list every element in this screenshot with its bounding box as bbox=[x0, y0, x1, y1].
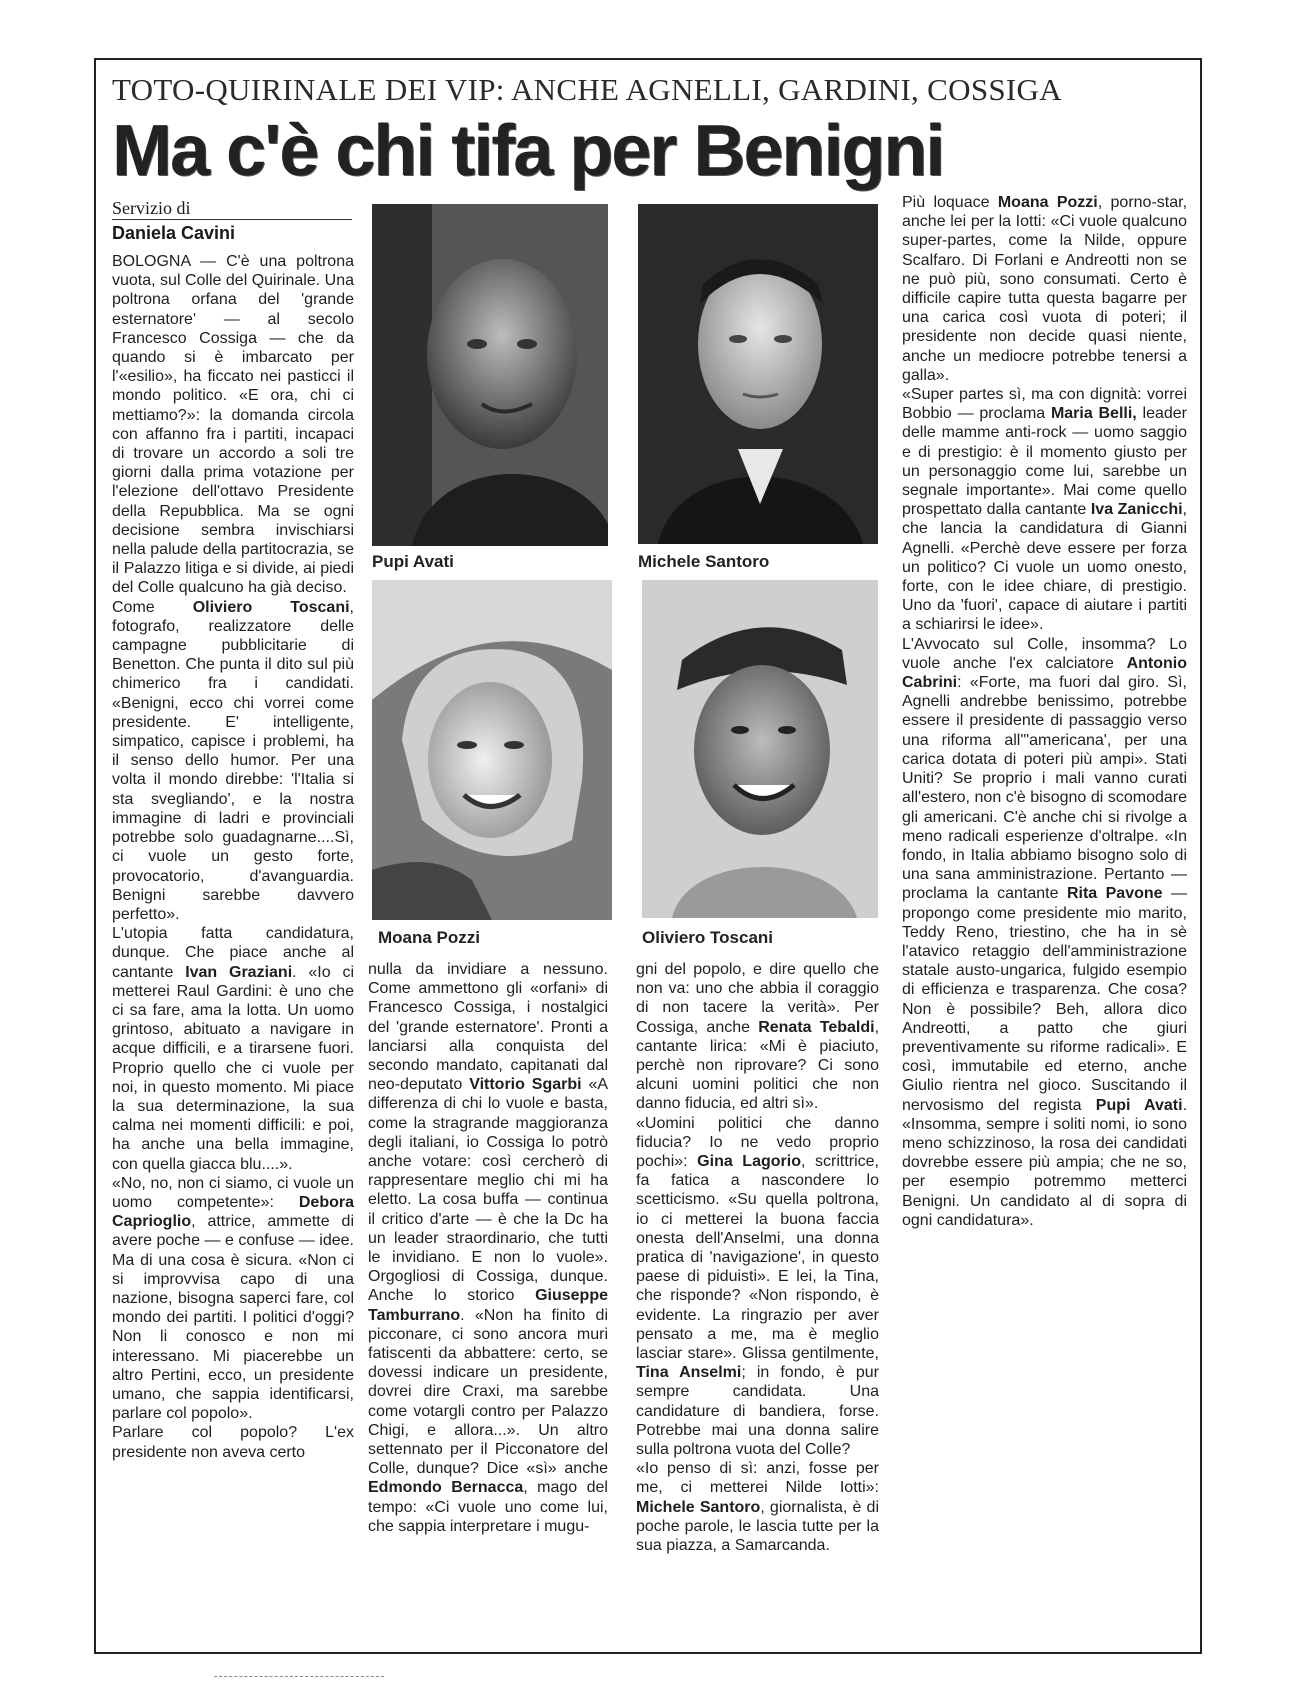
portrait-illustration bbox=[638, 204, 878, 544]
person-name: Giuseppe Tamburrano bbox=[368, 1287, 608, 1324]
article-headline: Ma c'è chi tifa per Benigni bbox=[112, 111, 944, 191]
paragraph: gni del popolo, e dire quello che non va: uno che abbia il coraggio di non tacere la verità». Per Cossiga, anche Renata Tebaldi, cantante lirica: «Mi è piaciuto, perchè non riprovare? Ci sono alcuni uomini politici che non danno fiducia, ed altri sì». bbox=[636, 961, 880, 1113]
person-name: Maria Belli, bbox=[1050, 405, 1137, 423]
paragraph: Come Oliviero Toscani, fotografo, realizzatore delle campagne pubblicitarie di Benetton. Che punta il dito sul più chimerico fra i candidati. «Benigni, ecco chi vorrei come presidente. E' intelligente, simpatico, capisce i problemi, ha il senso dello humor. Per una volta il mondo direbbe: 'l'Italia si sta svegliando', e la nostra immagine di ladri e provinciali potrebbe solo guadagnarne....Sì, ci vuole un gesto forte, provocatorio, d'avanguardia. Benigni sarebbe davvero perfetto». bbox=[112, 598, 354, 923]
person-name: Oliviero Toscani bbox=[192, 598, 350, 616]
photo-moana-pozzi bbox=[372, 580, 612, 920]
paragraph: «Super partes sì, ma con dignità: vorrei Bobbio — proclama Maria Belli, leader delle mamme anti-rock — uomo saggio e di prestigio: è il momento giusto per un personaggio come lui, sarebbe un segnale importante». Mai come quello prospettato dalla cantante Iva Zanicchi, che lancia la candidatura di Gianni Agnelli. «Perchè deve essere per forza un politico? Ci vuole un uomo onesto, forte, con le idee chiare, di prestigio. Uno da 'fuori', capace di aiutare i partiti a schiarirsi le idee». bbox=[902, 386, 1187, 634]
paragraph: L'utopia fatta candidatura, dunque. Che piace anche al cantante Ivan Graziani. «Io ci metterei Raul Gardini: è uno che ci sa fare, ama la lotta. Un uomo grintoso, abituato a navigare in acque difficili, e a tirarsene fuori. Proprio quello che ci vuole per noi, in questo momento. Mi piace la sua determinazione, la sua calma nei momenti difficili: e poi, ha anche una bella immagine, con quella giacca blu....». bbox=[112, 925, 354, 1173]
person-name: Michele Santoro bbox=[636, 1498, 761, 1516]
article-column-3 bbox=[636, 960, 879, 1555]
paragraph: BOLOGNA — C'è una poltrona vuota, sul Colle del Quirinale. Una poltrona orfana del 'grande esternatore' — al secolo Francesco Cossiga — che da quando si è imbarcato per l'«esilio», ha ficcato nei pasticci il mondo politico. «E ora, chi ci mettiamo?»: la domanda circola con affanno fra i partiti, incapaci di trovare un accordo a soli tre giorni dalla prima votazione per l'elezione dell'ottavo Presidente della Repubblica. Ma se ogni decisione sembra invischiarsi nella palude della partitocrazia, se il Palazzo litiga e si divide, ai piedi del Colle qualcuno ha già deciso. bbox=[112, 253, 354, 597]
person-name: Ivan Graziani bbox=[185, 963, 293, 981]
person-name: Iva Zanicchi bbox=[1090, 501, 1183, 519]
paragraph: Parlare col popolo? L'ex presidente non aveva certo bbox=[112, 1424, 354, 1461]
person-name: Pupi Avati bbox=[1095, 1096, 1183, 1114]
caption-oliviero-toscani: Oliviero Toscani bbox=[642, 928, 774, 947]
photo-pupi-avati bbox=[372, 204, 608, 546]
paragraph: «Uomini politici che danno fiducia? Io ne vedo proprio pochi»: Gina Lagorio, scrittrice, fa fatica a nascondere lo scetticismo. «Su quella poltrona, io ci metterei la buona faccia onesta dell'Anselmi, una donna pratica di 'navigazione', in questo paese di piduisti». E lei, la Tina, che risponde? «Non rispondo, è evidente. La ringrazio per aver pensato a me, ma è meglio lasciar stare». Glissa gentilmente, Tina Anselmi; in fondo, è pur sempre candidata. Una candidature di bandiera, forse. Potrebbe mai una donna salire sulla poltrona vuota del Colle? bbox=[636, 1114, 880, 1459]
scan-artifact bbox=[214, 1676, 384, 1679]
photo-oliviero-toscani bbox=[642, 580, 878, 918]
person-name: Renata Tebaldi bbox=[758, 1018, 875, 1036]
article-column-1 bbox=[112, 252, 354, 1462]
person-name: Moana Pozzi bbox=[997, 194, 1098, 211]
portrait-illustration bbox=[372, 580, 612, 920]
person-name: Rita Pavone bbox=[1066, 885, 1163, 903]
person-name: Antonio Cabrini bbox=[902, 654, 1187, 692]
caption-pupi-avati: Pupi Avati bbox=[372, 552, 454, 571]
portrait-illustration bbox=[372, 204, 608, 546]
person-name: Tina Anselmi bbox=[636, 1364, 742, 1382]
paragraph: «No, no, non ci siamo, ci vuole un uomo competente»: Debora Caprioglio, attrice, ammette di avere poche — e confuse — idee. Ma di una cosa è sicura. «Non ci si improvvisa capo di una nazione, bisogna saperci fare, col mondo dei partiti. I politici d'oggi? Non li conosco e non mi interessano. Mi piacerebbe un altro Pertini, ecco, un presidente umano, che sappia identificarsi, parlare col popolo». bbox=[112, 1174, 354, 1423]
person-name: Edmondo Bernacca bbox=[368, 1479, 524, 1497]
article-column-2 bbox=[368, 960, 608, 1536]
person-name: Debora Caprioglio bbox=[112, 1193, 354, 1231]
portrait-illustration bbox=[642, 580, 878, 918]
caption-moana-pozzi: Moana Pozzi bbox=[378, 928, 481, 947]
byline bbox=[112, 198, 352, 244]
article-column-4 bbox=[902, 193, 1187, 1230]
paragraph: «Io penso di sì: anzi, fosse per me, ci metterei Nilde Iotti»: Michele Santoro, giornalista, è di poche parole, le lascia tutte per la sua piazza, a Samarcanda. bbox=[636, 1460, 879, 1555]
paragraph: nulla da invidiare a nessuno. Come ammettono gli «orfani» di Francesco Cossiga, i nostalgici del 'grande esternatore'. Pronti a lanciarsi alla conquista del secondo mandato, capitanati dal neo-deputato Vittorio Sgarbi «A differenza di chi lo vuole e basta, come la stragrande maggioranza degli italiani, io Cossiga lo potrò anche votare: così cercherò di rappresentare meglio chi mi ha eletto. La cosa buffa — continua il critico d'arte — è che la Dc ha un leader straordinario, che tutti le invidiano. E non lo vuole». Orgogliosi di Cossiga, dunque. Anche lo storico Giuseppe Tamburrano. «Non ha finito di picconare, ci sono ancora muri fatiscenti da abbattere: certo, se dovessi indicare un presidente, dovrei dire Craxi, ma sarebbe come votargli contro per Palazzo Chigi, e allora...». Un altro settennato per il Picconatore del Colle, dunque? Dice «sì» anche Edmondo Bernacca, mago del tempo: «Ci vuole uno come lui, che sappia interpretare i mugu- bbox=[368, 961, 609, 1535]
byline-author: Daniela Cavini bbox=[112, 223, 236, 243]
person-name: Vittorio Sgarbi bbox=[469, 1076, 582, 1094]
paragraph: L'Avvocato sul Colle, insomma? Lo vuole anche l'ex calciatore Antonio Cabrini: «Forte, ma fuori dal giro. Sì, Agnelli andrebbe benissimo, potrebbe essere il presidente di passaggio verso una riforma all'"americana', per una carica dotata di poteri più ampi». Stati Uniti? Se proprio i mali vanno curati all'estero, non c'è bisogno di scomodare gli americani. C'è anche chi si rivolge a meno radicali esperienze d'oltralpe. «In fondo, in Italia abbiamo bisogno solo di una sana amministrazione. Pertanto — proclama la cantante Rita Pavone — propongo come presidente mio marito, Teddy Reno, triestino, che ha in sè l'atavico retaggio dell'amministrazione statale austo-ungarica, fulgido esempio di efficienza e trasparenza. Che cosa? Non è possibile? Beh, allora dico Andreotti, a patto che giuri preventivamente su riforme radicali». E così, immutabile ed eterno, anche Giulio rientra nel gioco. Suscitando il nervosismo del regista Pupi Avati. «Insomma, sempre i soliti nomi, io sono meno schizzinoso, la rosa dei candidati dovrebbe essere più ampia; che ne so, per esempio potremmo metterci Benigni. Un candidato al di sopra di ogni candidatura». bbox=[902, 635, 1188, 1229]
article-kicker: TOTO-QUIRINALE DEI VIP: ANCHE AGNELLI, GARDINI, COSSIGA bbox=[112, 72, 1062, 107]
paragraph: Più loquace Moana Pozzi, porno-star, anche lei per la Iotti: «Ci vuole qualcuno super-partes, come la Nilde, oppure Scalfaro. Di Forlani e Andreotti non se ne può più, sono consumati. Certo è difficile capire tutta questa bagarre per una carica così vuota di poteri; il presidente non decide quasi niente, anche un mediocre potrebbe tenersi a galla». bbox=[902, 194, 1188, 384]
photo-michele-santoro bbox=[638, 204, 878, 544]
byline-label: Servizio di bbox=[112, 198, 352, 220]
caption-michele-santoro: Michele Santoro bbox=[638, 552, 770, 571]
person-name: Gina Lagorio bbox=[697, 1153, 801, 1171]
